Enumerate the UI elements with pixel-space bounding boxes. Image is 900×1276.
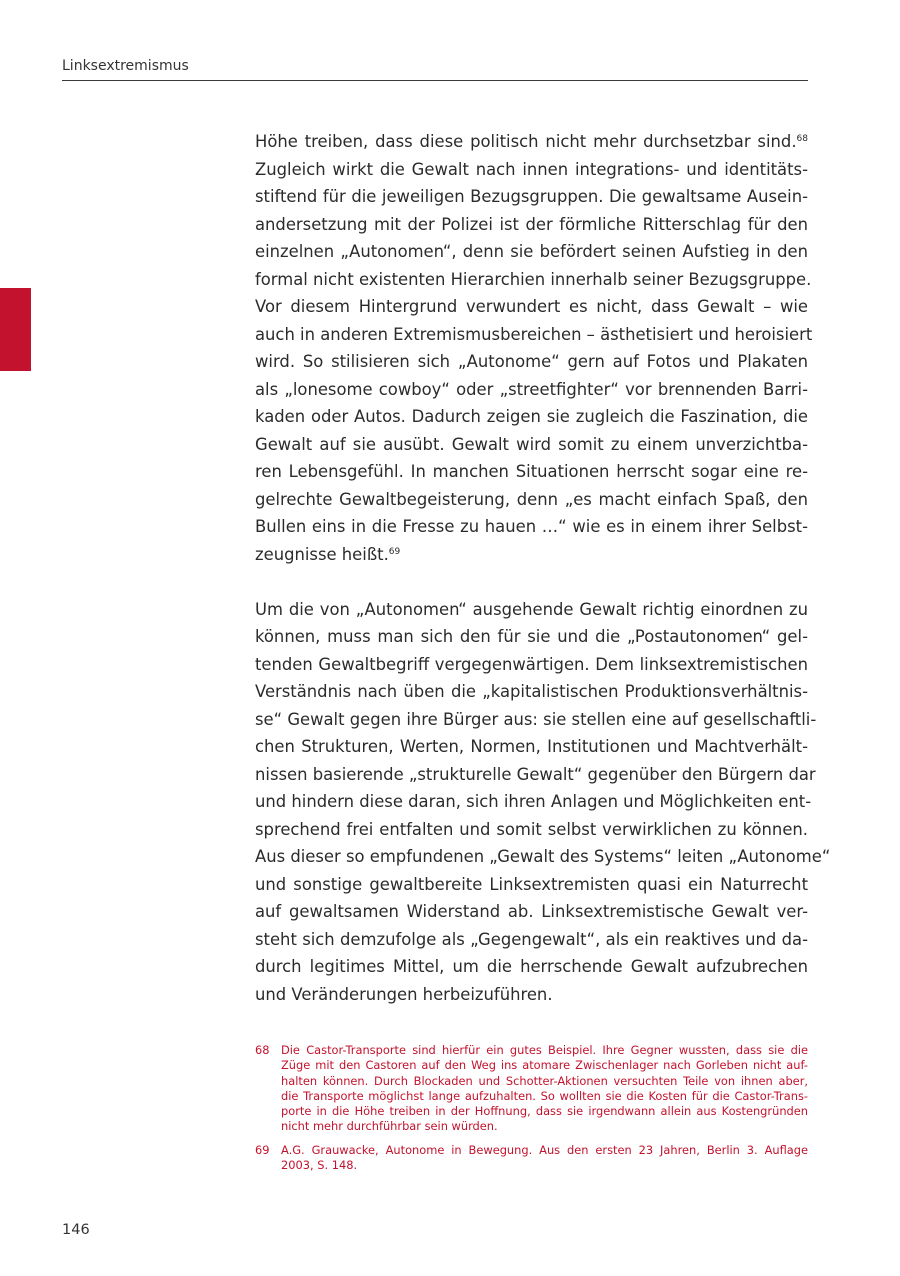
footnote-line: Züge mit den Castoren auf den Weg ins atomare Zwischenlager nach Gorleben nicht auf- (281, 1058, 808, 1073)
footnote-line: 2003, S. 148. (281, 1158, 358, 1173)
text-line: Gewalt auf sie ausübt. Gewalt wird somit zu einem unverzichtba- (255, 434, 808, 454)
footnote-69 (255, 1143, 808, 1174)
footnote-line: Die Castor-Transporte sind hierfür ein gutes Beispiel. Ihre Gegner wussten, dass sie die (281, 1043, 808, 1057)
text-line: ren Lebensgefühl. In manchen Situationen herrscht sogar eine re- (255, 462, 808, 481)
text-line: sprechend frei entfalten und somit selbst verwirklichen zu können. (255, 819, 808, 839)
footnotes (255, 1043, 808, 1173)
footnote-line: porte in die Höhe treiben in der Hoffnung, dass sie irgendwann allein aus Kostengründen (281, 1104, 808, 1119)
text-line: zeugnisse heißt.$^{69}$ (255, 544, 401, 564)
footnote-line: die Transporte möglichst lange aufzuhalten. So wollten sie die Kosten für die Castor-Trans- (281, 1088, 808, 1103)
text-line: einzelnen „Autonomen“, denn sie befördert seinen Aufstieg in den (255, 242, 808, 261)
page-number: 146 (62, 1222, 90, 1238)
footnote-number: 69 (255, 1142, 270, 1157)
text-line: wird. So stilisieren sich „Autonome“ gern auf Fotos und Plakaten (255, 352, 808, 371)
text-line: nissen basierende „strukturelle Gewalt“ gegenüber den Bürgern dar (255, 764, 816, 784)
header-rule (62, 80, 808, 81)
text-line: und Veränderungen herbeizuführen. (255, 984, 553, 1004)
main-text (255, 128, 831, 1008)
text-line: auch in anderen Extremismusbereichen – ästhetisiert und heroisiert (255, 324, 813, 344)
text-line: formal nicht existenten Hierarchien innerhalb seiner Bezugsgruppe. (255, 269, 812, 289)
text-line: auf gewaltsamen Widerstand ab. Linksextremistische Gewalt ver- (255, 902, 808, 921)
running-head-title: Linksextremismus (62, 58, 189, 74)
text-line: durch legitimes Mittel, um die herrschende Gewalt aufzubrechen (255, 957, 808, 976)
text-line: chen Strukturen, Werten, Normen, Institutionen und Machtverhält- (255, 737, 808, 756)
paragraph-2 (255, 596, 831, 1009)
text-line: tenden Gewaltbegriff vergegenwärtigen. Dem linksextremistischen (255, 654, 808, 674)
text-line: und hindern diese daran, sich ihren Anlagen und Möglichkeiten ent- (255, 792, 812, 811)
chapter-marker-tab (0, 288, 31, 371)
footnote-text (281, 1043, 808, 1135)
text-line: können, muss man sich den für sie und die „Postautonomen“ gel- (255, 627, 808, 646)
text-line: stiftend für die jeweiligen Bezugsgruppen. Die gewaltsame Ausein- (255, 187, 808, 206)
footnote-line: halten können. Durch Blockaden und Schotter-Aktionen versuchten Teile von ihnen aber, (281, 1073, 808, 1088)
footnote-line: nicht mehr durchführbar sein würden. (281, 1119, 498, 1134)
text-line: Zugleich wirkt die Gewalt nach innen integrations- und identitäts- (255, 159, 808, 179)
text-line: Höhe treiben, dass diese politisch nicht mehr durchsetzbar sind.$^{68}$ (255, 132, 808, 151)
text-line: andersetzung mit der Polizei ist der förmliche Ritterschlag für den (255, 214, 808, 234)
text-line: Vor diesem Hintergrund verwundert es nicht, dass Gewalt – wie (255, 297, 808, 316)
footnote-ref-69[interactable]: 69 (388, 546, 401, 557)
text-line: Aus dieser so empfundenen „Gewalt des Systems“ leiten „Autonome“ (255, 847, 831, 866)
footnote-68 (255, 1043, 808, 1135)
footnote-line: A.G. Grauwacke, Autonome in Bewegung. Aus den ersten 23 Jahren, Berlin 3. Auflage (281, 1142, 808, 1157)
footnote-number: 68 (255, 1043, 270, 1057)
paragraph-1 (255, 128, 813, 568)
text-line: Verständnis nach üben die „kapitalistischen Produktionsverhältnis- (255, 682, 808, 701)
text-line: se“ Gewalt gegen ihre Bürger aus: sie stellen eine auf gesellschaftli- (255, 709, 817, 729)
text-line: Bullen eins in die Fresse zu hauen …“ wie es in einem ihrer Selbst- (255, 517, 808, 536)
text-line: kaden oder Autos. Dadurch zeigen sie zugleich die Faszination, die (255, 407, 808, 426)
footnote-text (281, 1143, 808, 1174)
text-line: Um die von „Autonomen“ ausgehende Gewalt richtig einordnen zu (255, 599, 808, 619)
text-line: und sonstige gewaltbereite Linksextremisten quasi ein Naturrecht (255, 874, 808, 894)
text-line: gelrechte Gewaltbegeisterung, denn „es macht einfach Spaß, den (255, 489, 808, 509)
footnote-ref-68[interactable]: 68 (796, 134, 808, 144)
text-line: als „lonesome cowboy“ oder „streetfighter“ vor brennenden Barri- (255, 379, 808, 399)
text-line: steht sich demzufolge als „Gegengewalt“, als ein reaktives und da- (255, 929, 808, 949)
